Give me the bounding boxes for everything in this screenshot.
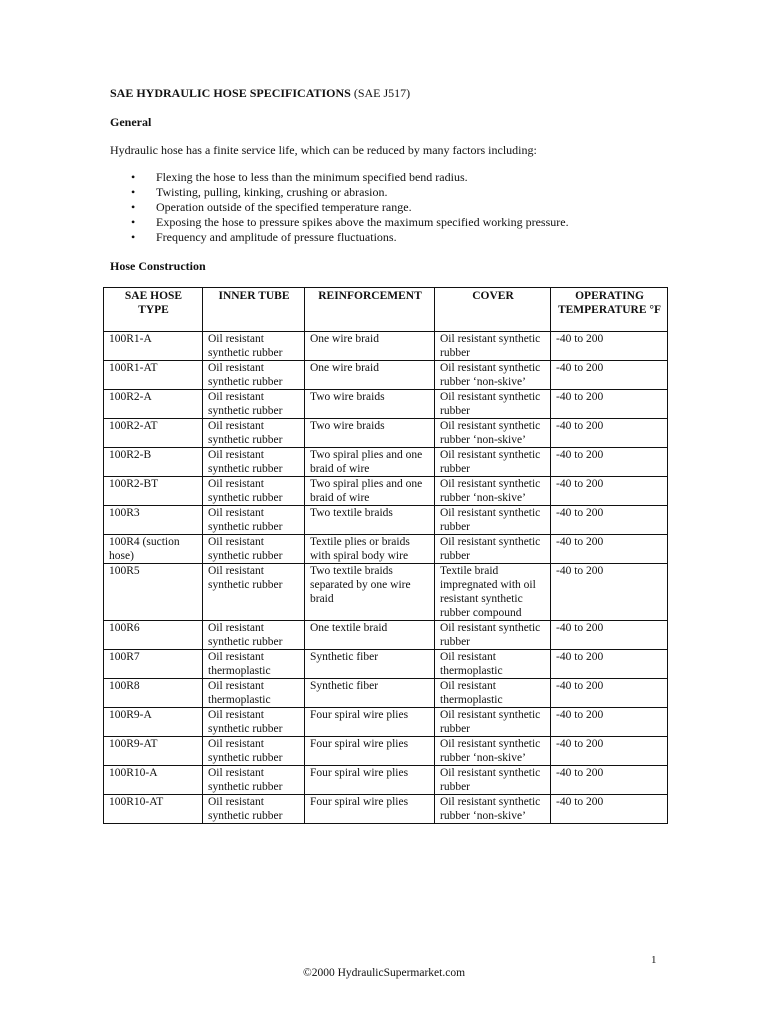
cell-reinforcement: Four spiral wire plies — [305, 766, 435, 795]
cell-hose-type: 100R7 — [104, 650, 203, 679]
cell-reinforcement: Four spiral wire plies — [305, 708, 435, 737]
cell-temperature: -40 to 200 — [551, 708, 668, 737]
cell-inner-tube: Oil resistant synthetic rubber — [203, 621, 305, 650]
table-row — [104, 448, 668, 477]
bullet-glyph: • — [131, 230, 136, 244]
bullet-glyph: • — [131, 200, 136, 214]
cell-reinforcement: Two wire braids — [305, 390, 435, 419]
cell-reinforcement: Two textile braids — [305, 506, 435, 535]
table-row — [104, 795, 668, 824]
table-row — [104, 737, 668, 766]
header-hose-type: SAE HOSE TYPE — [104, 288, 203, 332]
cell-reinforcement: Four spiral wire plies — [305, 737, 435, 766]
cell-hose-type: 100R2-AT — [104, 419, 203, 448]
cell-inner-tube: Oil resistant thermoplastic — [203, 650, 305, 679]
table-row — [104, 679, 668, 708]
table-header-row — [104, 288, 668, 332]
cell-cover: Oil resistant synthetic rubber — [435, 390, 551, 419]
cell-hose-type: 100R4 (suction hose) — [104, 535, 203, 564]
page-number: 1 — [651, 954, 657, 966]
bullet-glyph: • — [131, 170, 136, 184]
cell-temperature: -40 to 200 — [551, 361, 668, 390]
header-cover: COVER — [435, 288, 551, 332]
cell-cover: Oil resistant thermoplastic — [435, 679, 551, 708]
cell-inner-tube: Oil resistant synthetic rubber — [203, 506, 305, 535]
cell-cover: Oil resistant synthetic rubber — [435, 506, 551, 535]
cell-temperature: -40 to 200 — [551, 332, 668, 361]
hose-construction-heading: Hose Construction — [110, 259, 206, 273]
cell-inner-tube: Oil resistant thermoplastic — [203, 679, 305, 708]
table-row — [104, 766, 668, 795]
list-item — [131, 230, 569, 245]
title-bold: SAE HYDRAULIC HOSE SPECIFICATIONS — [110, 86, 351, 100]
list-item — [131, 185, 569, 200]
table-row — [104, 390, 668, 419]
cell-cover: Oil resistant synthetic rubber ‘non-skive’ — [435, 737, 551, 766]
cell-inner-tube: Oil resistant synthetic rubber — [203, 766, 305, 795]
header-operating-temperature: OPERATING TEMPERATURE °F — [551, 288, 668, 332]
cell-hose-type: 100R1-A — [104, 332, 203, 361]
cell-cover: Textile braid impregnated with oil resistant synthetic rubber compound — [435, 564, 551, 621]
cell-temperature: -40 to 200 — [551, 621, 668, 650]
cell-inner-tube: Oil resistant synthetic rubber — [203, 448, 305, 477]
list-item-text: Twisting, pulling, kinking, crushing or abrasion. — [156, 185, 388, 199]
cell-inner-tube: Oil resistant synthetic rubber — [203, 477, 305, 506]
cell-reinforcement: Two textile braids separated by one wire braid — [305, 564, 435, 621]
cell-reinforcement: Synthetic fiber — [305, 650, 435, 679]
list-item-text: Flexing the hose to less than the minimum specified bend radius. — [156, 170, 468, 184]
cell-hose-type: 100R3 — [104, 506, 203, 535]
table-row — [104, 332, 668, 361]
cell-inner-tube: Oil resistant synthetic rubber — [203, 795, 305, 824]
header-reinforcement: REINFORCEMENT — [305, 288, 435, 332]
cell-hose-type: 100R2-B — [104, 448, 203, 477]
hose-spec-table — [103, 287, 668, 824]
cell-inner-tube: Oil resistant synthetic rubber — [203, 708, 305, 737]
bullet-glyph: • — [131, 215, 136, 229]
cell-cover: Oil resistant synthetic rubber — [435, 621, 551, 650]
cell-hose-type: 100R8 — [104, 679, 203, 708]
intro-paragraph: Hydraulic hose has a finite service life, which can be reduced by many factors including: — [110, 143, 537, 157]
table-row — [104, 621, 668, 650]
cell-cover: Oil resistant synthetic rubber — [435, 535, 551, 564]
cell-hose-type: 100R10-A — [104, 766, 203, 795]
cell-temperature: -40 to 200 — [551, 650, 668, 679]
cell-inner-tube: Oil resistant synthetic rubber — [203, 390, 305, 419]
table-row — [104, 361, 668, 390]
cell-temperature: -40 to 200 — [551, 419, 668, 448]
cell-cover: Oil resistant synthetic rubber ‘non-skive’ — [435, 361, 551, 390]
cell-temperature: -40 to 200 — [551, 795, 668, 824]
cell-temperature: -40 to 200 — [551, 679, 668, 708]
header-inner-tube: INNER TUBE — [203, 288, 305, 332]
cell-reinforcement: One wire braid — [305, 361, 435, 390]
cell-reinforcement: Textile plies or braids with spiral body wire — [305, 535, 435, 564]
cell-cover: Oil resistant synthetic rubber ‘non-skive’ — [435, 477, 551, 506]
general-heading: General — [110, 115, 152, 129]
cell-inner-tube: Oil resistant synthetic rubber — [203, 332, 305, 361]
cell-temperature: -40 to 200 — [551, 448, 668, 477]
cell-hose-type: 100R10-AT — [104, 795, 203, 824]
cell-inner-tube: Oil resistant synthetic rubber — [203, 419, 305, 448]
cell-reinforcement: One textile braid — [305, 621, 435, 650]
cell-temperature: -40 to 200 — [551, 535, 668, 564]
bullet-glyph: • — [131, 185, 136, 199]
cell-cover: Oil resistant synthetic rubber — [435, 708, 551, 737]
cell-reinforcement: Two spiral plies and one braid of wire — [305, 448, 435, 477]
table-row — [104, 650, 668, 679]
cell-cover: Oil resistant thermoplastic — [435, 650, 551, 679]
cell-hose-type: 100R6 — [104, 621, 203, 650]
table-body — [104, 332, 668, 824]
cell-reinforcement: Synthetic fiber — [305, 679, 435, 708]
factor-list — [131, 170, 569, 245]
table-row — [104, 506, 668, 535]
list-item-text: Frequency and amplitude of pressure fluctuations. — [156, 230, 397, 244]
title-standard: (SAE J517) — [350, 86, 411, 100]
cell-temperature: -40 to 200 — [551, 477, 668, 506]
list-item — [131, 215, 569, 230]
cell-cover: Oil resistant synthetic rubber ‘non-skive’ — [435, 795, 551, 824]
table-row — [104, 535, 668, 564]
table-row — [104, 477, 668, 506]
list-item — [131, 170, 569, 185]
cell-inner-tube: Oil resistant synthetic rubber — [203, 737, 305, 766]
cell-inner-tube: Oil resistant synthetic rubber — [203, 361, 305, 390]
cell-hose-type: 100R9-A — [104, 708, 203, 737]
table-row — [104, 564, 668, 621]
cell-temperature: -40 to 200 — [551, 737, 668, 766]
copyright-footer: ©2000 HydraulicSupermarket.com — [302, 967, 466, 979]
table-row — [104, 708, 668, 737]
cell-inner-tube: Oil resistant synthetic rubber — [203, 564, 305, 621]
list-item — [131, 200, 569, 215]
table-row — [104, 419, 668, 448]
cell-temperature: -40 to 200 — [551, 564, 668, 621]
cell-cover: Oil resistant synthetic rubber — [435, 448, 551, 477]
cell-hose-type: 100R5 — [104, 564, 203, 621]
cell-reinforcement: Two wire braids — [305, 419, 435, 448]
cell-cover: Oil resistant synthetic rubber ‘non-skive’ — [435, 419, 551, 448]
list-item-text: Operation outside of the specified temperature range. — [156, 200, 412, 214]
cell-hose-type: 100R2-A — [104, 390, 203, 419]
cell-reinforcement: One wire braid — [305, 332, 435, 361]
cell-temperature: -40 to 200 — [551, 390, 668, 419]
cell-hose-type: 100R9-AT — [104, 737, 203, 766]
cell-cover: Oil resistant synthetic rubber — [435, 766, 551, 795]
cell-cover: Oil resistant synthetic rubber — [435, 332, 551, 361]
document-title — [110, 86, 410, 101]
list-item-text: Exposing the hose to pressure spikes above the maximum specified working pressure. — [156, 215, 569, 229]
cell-hose-type: 100R2-BT — [104, 477, 203, 506]
cell-inner-tube: Oil resistant synthetic rubber — [203, 535, 305, 564]
cell-temperature: -40 to 200 — [551, 506, 668, 535]
cell-hose-type: 100R1-AT — [104, 361, 203, 390]
cell-temperature: -40 to 200 — [551, 766, 668, 795]
cell-reinforcement: Two spiral plies and one braid of wire — [305, 477, 435, 506]
cell-reinforcement: Four spiral wire plies — [305, 795, 435, 824]
